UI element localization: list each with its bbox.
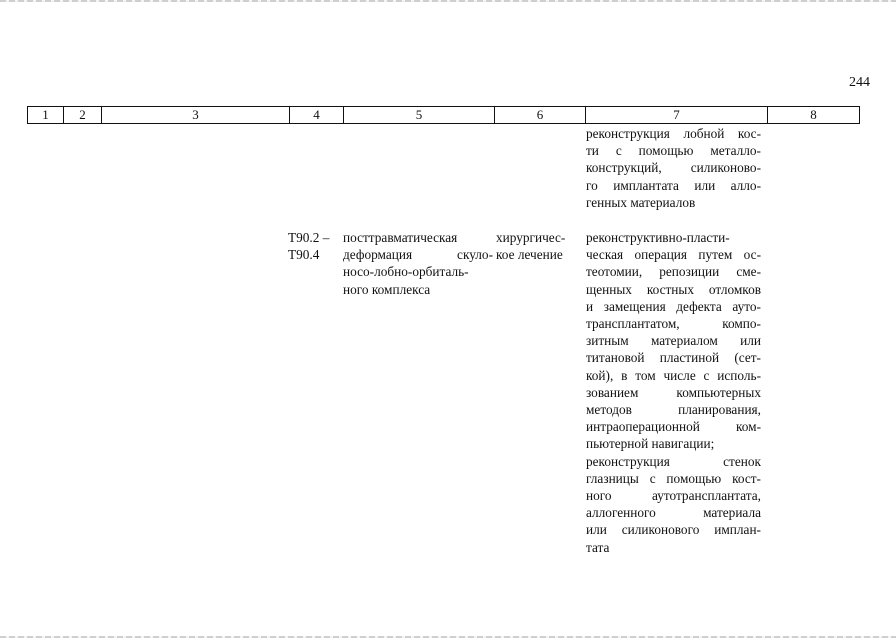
column-number-4: 4 [290,107,344,124]
text-line: или силиконового имплан- [586,522,761,538]
text-line: интраоперационной ком- [586,419,761,435]
column-number-1: 1 [28,107,64,124]
column-number-6: 6 [495,107,586,124]
column-number-8: 8 [768,107,860,124]
text-line: глазницы с помощью кост- [586,470,761,486]
text-line: тата [586,539,610,555]
text-line: аллогенного материала [586,505,761,521]
text-line: трансплантатом, компо- [586,316,761,332]
icd-codes [288,229,340,263]
text-line: ного комплекса [343,281,431,297]
text-line: го имплантата или алло- [586,177,761,193]
text-line: конструкций, силиконово- [586,160,761,176]
text-line: носо-лобно-орбиталь- [343,264,469,280]
treatment-method-text [586,229,761,556]
text-line: пьютерной навигации; [586,436,715,452]
text-line: реконструкция лобной кос- [586,126,761,141]
text-line: кой), в том числе с исполь- [586,367,761,383]
column-number-7: 7 [586,107,768,124]
text-line: ного аутотрансплантата, [586,488,761,504]
text-line: деформация скуло- [343,247,493,263]
icd-code-to: T90.4 [288,247,320,263]
text-line: щенных костных отломков [586,281,761,297]
text-line: реконструкция стенок [586,453,761,469]
column-number-header [27,106,860,124]
scan-edge-bottom [0,636,896,638]
text-line: кое лечение [496,247,563,263]
text-line: посттравматическая [343,230,458,245]
text-line: ти с помощью металло- [586,143,761,159]
text-line: зованием компьютерных [586,384,761,400]
text-line: и замещения дефекта ауто- [586,298,761,314]
column-number-3: 3 [102,107,290,124]
text-line: реконструктивно-пласти- [586,230,730,245]
text-line: методов планирования, [586,402,761,418]
column-number-2: 2 [64,107,102,124]
text-line: ческая операция путем ос- [586,247,761,263]
treatment-type [496,229,582,263]
page-number: 244 [849,75,870,90]
text-line: титановой пластиной (сет- [586,350,761,366]
text-line: хирургичес- [496,230,566,245]
continuation-method-text [586,125,761,211]
scan-edge-top [0,0,896,2]
text-line: теотомии, репозиции сме- [586,264,761,280]
text-line: зитным материалом или [586,333,761,349]
icd-code-from: T90.2 – [288,230,330,245]
text-line: генных материалов [586,194,696,210]
diagnosis-text [343,229,493,298]
column-number-5: 5 [344,107,495,124]
